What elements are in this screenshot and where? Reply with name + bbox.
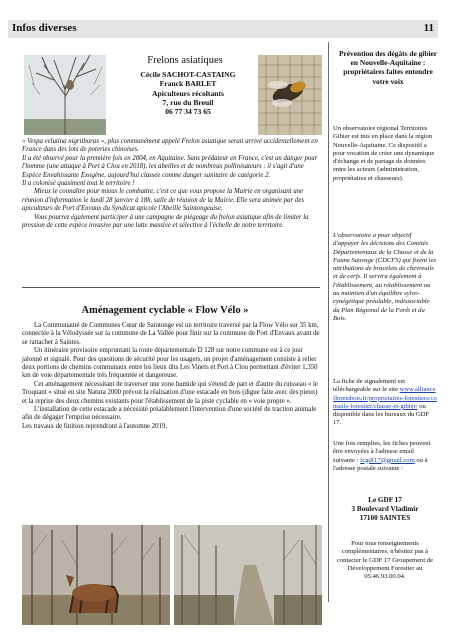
page-header	[8, 20, 438, 38]
author-line: 7, rue du Breuil	[162, 97, 214, 107]
horse-logging-photo	[22, 525, 170, 625]
download-text-end: ou disponible dans les bureaux du GDF 17.	[333, 402, 430, 427]
paragraph: Cet aménagement nécessitant de traverser une zone humide qui s'étend de part et d'autre du ruisseau « le Troquant » situé en site Natura 2000 prévoit la réalisation d'une estacade en bois (digue faite avec des pieux) et la reprise des deux chemins existants pour l'établissement de la piste cyclable en « voie propre ».	[22, 380, 318, 405]
tree-photo	[24, 55, 106, 135]
cleared-path-photo	[174, 525, 322, 625]
paragraph: Vous pourrez également participer à une campagne de piégeage du frelon asiatique afin de limiter la pression de cette espèce invasive par une lutte massive et sélective à l'échelle de notre territoire.	[22, 213, 309, 230]
author-line: Apiculteurs récoltants	[152, 88, 224, 98]
sidebar-contact: Pour tous renseignements complémentaires, n'hésitez pas à contacter le GDF 17 Groupement de Développement Forestier au 05.46.93.00.04.	[336, 540, 434, 581]
article-body-hornets	[22, 138, 320, 230]
download-link[interactable]: www.alliancefloretsbois.fr/proprietaires-forestiers/conseils-forestier/chasse-et-gibier/	[333, 386, 437, 410]
author-line: Franck BARLET	[159, 79, 217, 89]
postal-address	[333, 496, 437, 523]
paragraph: Il a colonisé quasiment tout le territoire !	[22, 180, 135, 188]
paragraph: Les travaux de finition reprendront à l'automne 2019.	[22, 422, 168, 430]
sidebar-title: Prévention des dégâts de gibier en Nouvelle-Aquitaine : propriétaires faites entendre votre voix	[338, 49, 438, 86]
hornet-photo	[258, 55, 322, 135]
address-line: 3 Boulevard Vladimir	[351, 505, 419, 513]
article-body-flow-velo	[22, 322, 322, 431]
sidebar-paragraph-italic: L'observatoire a pour objectif d'appuyer les décisions des Comités Départementaux de la Chasse et de la Faune Sauvage (CDCFS) qui fixent les attributions de bracelets de chevreuils et de cerfs. Il servira également à l'établissement, au rétablissement ou au maintien d'un équilibre sylvo-cynégétique préalable, indissociable du Plan Régional de la Forêt et du Bois.	[333, 232, 437, 322]
address-line: 17100 SAINTES	[359, 514, 411, 522]
download-text: La fiche de signalement est téléchargeable sur le site	[333, 378, 406, 394]
author-line: 06 77 34 73 65	[165, 107, 211, 117]
author-line: Cécile SACHOT-CASTAING	[140, 70, 236, 79]
paragraph: Mieux le connaître pour mieux le combattre, c'est ce que vous propose la Mairie en organisant une réunion d'information le lundi 28 janvier à 18h, salle de réunion de la Mairie. Elle sera animée par des apiculteurs de Port d'Envaux du Syndicat apicole l'Abeille Saintongeaise.	[22, 188, 304, 213]
email-link[interactable]: fcgdf17@gmail.com	[360, 456, 415, 464]
article-title-hornets: Frelons asiatiques	[147, 55, 223, 66]
paragraph: Il a été observé pour la première fois en 2004, en Aquitaine. Sans prédateur en France, c'est un danger pour l'homme (une attaque à Port à Clou en 2018), les abeilles et de nombreux pollinisateurs : il s'agit d'une Espèce Envahissante Exogène, aujourd'hui classée comme danger sanitaire de catégorie 2.	[22, 154, 318, 179]
paragraph: L'installation de cette estacade a nécessité préalablement l'intervention d'une société de traction animale afin de dégager l'emprise nécessaire.	[22, 406, 317, 422]
send-text: Une fois remplies, les fiches peuvent être envoyées à l'adresse email suivante :	[333, 440, 431, 464]
section-title: Infos diverses	[12, 22, 77, 34]
divider	[22, 287, 320, 288]
sidebar-paragraph-send	[333, 440, 437, 473]
paragraph: La Communauté de Communes Cœur de Saintonge est un territoire traversé par la Flow Vélo sur 35 km, connectée à la Vélodyssée sur la commune de La Vallée pour finir sur la commune de Port d'Envaux avant de se rattacher à Saintes.	[22, 322, 320, 346]
page-number: 11	[423, 22, 434, 34]
paragraph: Un itinéraire provisoire empruntant la route départementale D 128 sur notre commune est à ce jour jalonné et signalé. Pour des questions de sécurité pour les usagers, un projet d'aménagement consiste à relier deux portions de chemins communaux entre les lieux dits Les Vinets et Port à Clou permettant d'éviter 1,350 km de voie départementale très fréquentée et dangereuse.	[22, 347, 318, 380]
article-title-flow-velo: Aménagement cyclable « Flow Vélo »	[81, 305, 249, 316]
sidebar-paragraph: Un observatoire régional Territoires Gibier est mis en place dans la région Nouvelle-Aquitaine. Ce dispositif a pour vocation de créer une dynamique d'échange et de partage de données entre les acteurs (administration, propriétaires et chasseurs).	[333, 125, 435, 182]
address-line: Le GDF 17	[368, 496, 402, 504]
sidebar-paragraph-download	[333, 378, 437, 428]
send-text-end: ou à l'adresse postale suivante :	[333, 456, 428, 472]
paragraph: « Vespa velutina nigrithorax », plus communément appelé Frelon asiatique serait arrivé accidentellement en France dans des lots de poteries chinoises.	[22, 138, 318, 154]
author-block	[118, 70, 258, 116]
